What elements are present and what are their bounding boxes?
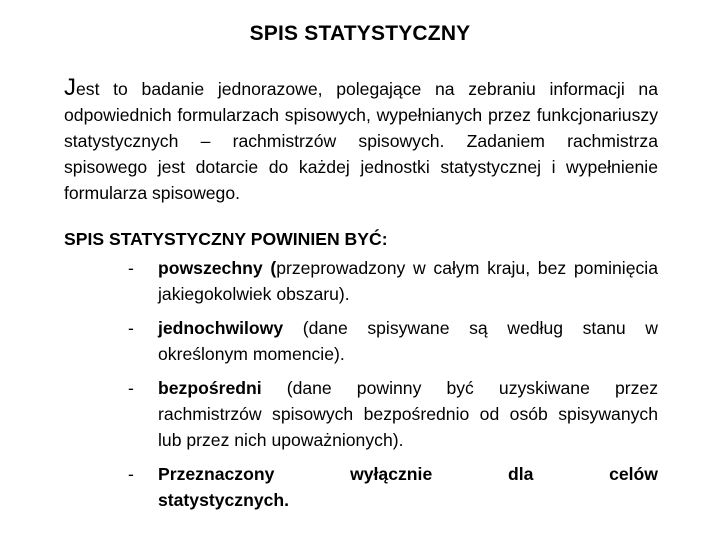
dash-bullet: - (128, 464, 134, 484)
item-term-continuation: statystycznych. (158, 490, 290, 510)
list-item (128, 461, 658, 513)
requirements-list (128, 255, 658, 513)
item-description: (dane powinny być uzyskiwane przez rachmistrzów spisowych bezpośrednio od osób spisywanych lub przez nich upoważnionych). (158, 378, 658, 450)
dash-bullet: - (128, 258, 134, 278)
item-term: powszechny ( (158, 258, 277, 278)
list-item (128, 255, 658, 307)
item-description: (dane spisywane są według stanu w określonym momencie). (158, 318, 658, 364)
list-item (128, 375, 658, 453)
slide-title: SPIS STATYSTYCZNY (249, 22, 471, 45)
item-description: przeprowadzony w całym kraju, bez pominięcia jakiegokolwiek obszaru). (158, 258, 658, 304)
item-term: Przeznaczony wyłącznie dla celów (158, 464, 658, 484)
dash-bullet: - (128, 378, 134, 398)
list-heading: SPIS STATYSTYCZNY POWINIEN BYĆ: (64, 229, 388, 249)
intro-paragraph (64, 76, 658, 206)
intro-text: est to badanie jednorazowe, polegające na zebraniu informacji na odpowiednich formularzach spisowych, wypełnianych przez funkcjonariuszy statystycznych – rachmistrzów spisowych. Zadaniem rachmistrza spisowego jest dotarcie do każdej jednostki statystycznej i wypełnienie formularza spisowego. (64, 79, 658, 203)
item-term: bezpośredni (158, 378, 262, 398)
intro-first-letter: J (64, 74, 76, 101)
item-term: jednochwilowy (158, 318, 284, 338)
list-item (128, 315, 658, 367)
dash-bullet: - (128, 318, 134, 338)
